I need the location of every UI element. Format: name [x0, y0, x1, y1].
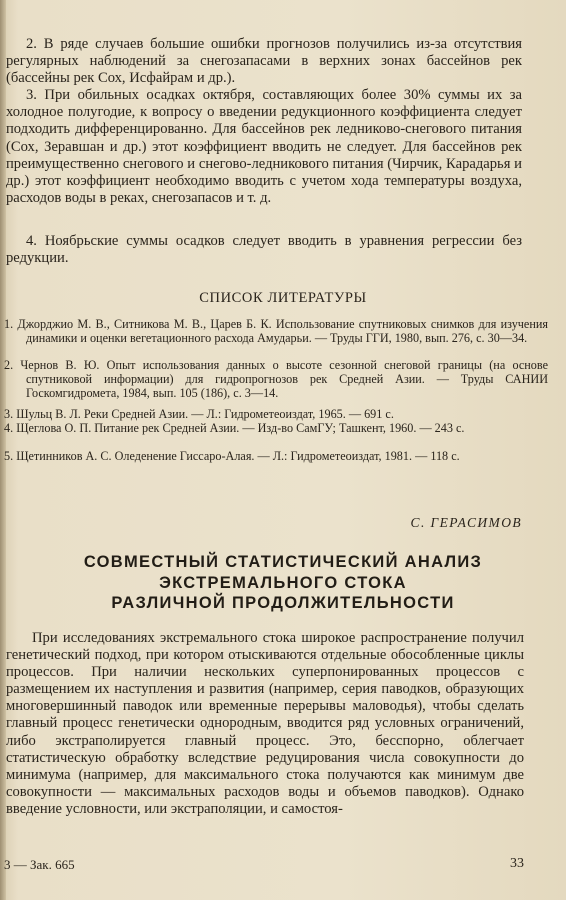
reference-item-2: 2. Чернов В. Ю. Опыт использования данных о высоте сезонной снеговой границы (на основе спутниковой информации) для гидропрогнозов рек Средней Азии. — Труды САНИИ Госкомгидромета, 1984, вып. 105 (186), с. 3—14.	[4, 358, 548, 400]
article-title-line-3: РАЗЛИЧНОЙ ПРОДОЛЖИТЕЛЬНОСТИ	[111, 594, 455, 612]
article-title-line-2: ЭКСТРЕМАЛЬНОГО СТОКА	[159, 573, 407, 592]
author-name: С. ГЕРАСИМОВ	[410, 515, 522, 530]
literature-heading: СПИСОК ЛИТЕРАТУРЫ	[199, 290, 367, 306]
reference-item-1: 1. Джорджио М. В., Ситникова М. В., Царев Б. К. Использование спутниковых снимков для изучения динамики и оценки вегетационного расхода Амударьи. — Труды ГГИ, 1980, вып. 276, с. 30—34.	[4, 317, 548, 345]
article-title-line-1: СОВМЕСТНЫЙ СТАТИСТИЧЕСКИЙ АНАЛИЗ	[83, 553, 483, 571]
article-body: При исследованиях экстремального стока широкое распространение получил генетический подход, при котором отыскиваются отдельные обособленные циклы процессов. При наличии нескольких суперпонированных процессов с размещением их наступления и развития (например, серия паводков, образующих многовершинный паводок или временные перерывы маловодья), чтобы сделать главный процесс генетически однородным, вводится ряд условных ограничений, либо экстраполируется главный процесс. Это, бесспорно, облегчает статистическую обработку вследствие редуцирования числа совокупности до минимума (например, для максимального стока получаются как минимум две совокупности — максимальных расходов воды и объемов паводков). Однако введение условности, или экстраполяции, и самостоя-	[6, 630, 524, 817]
printing-signature: 3 — Зак. 665	[4, 857, 75, 872]
reference-item-4: 4. Щеглова О. П. Питание рек Средней Азии. — Изд-во СамГУ; Ташкент, 1960. — 243 с.	[4, 421, 465, 435]
reference-item-3: 3. Шульц В. Л. Реки Средней Азии. — Л.: Гидрометеоиздат, 1965. — 691 с.	[4, 407, 394, 421]
article-title	[0, 552, 566, 614]
paragraph-2: 2. В ряде случаев большие ошибки прогнозов получились из-за отсутствия регулярных наблюдений за снегозапасами в верхних зонах бассейнов рек (бассейны рек Сох, Исфайрам и др.).	[6, 36, 522, 87]
paragraph-4: 4. Ноябрьские суммы осадков следует вводить в уравнения регрессии без редукции.	[6, 233, 522, 267]
reference-item-5: 5. Щетинников А. С. Оледенение Гиссаро-Алая. — Л.: Гидрометеоиздат, 1981. — 118 с.	[4, 449, 460, 463]
page-number: 33	[510, 856, 524, 871]
paragraph-3: 3. При обильных осадках октября, составляющих более 30% суммы их за холодное полугодие, к вопросу о введении редукционного коэффициента следует подходить дифференцированно. Для бассейнов рек ледниково-снегового питания (Сох, Зеравшан и др.) этот коэффициент вводить не следует. Для бассейнов рек преимущественно снегового и снегово-ледникового питания (Чирчик, Карадарья и др.) этот коэффициент необходимо вводить с учетом хода температуры воздуха, расходов воды в реках, снегозапасов и т. д.	[6, 87, 522, 207]
